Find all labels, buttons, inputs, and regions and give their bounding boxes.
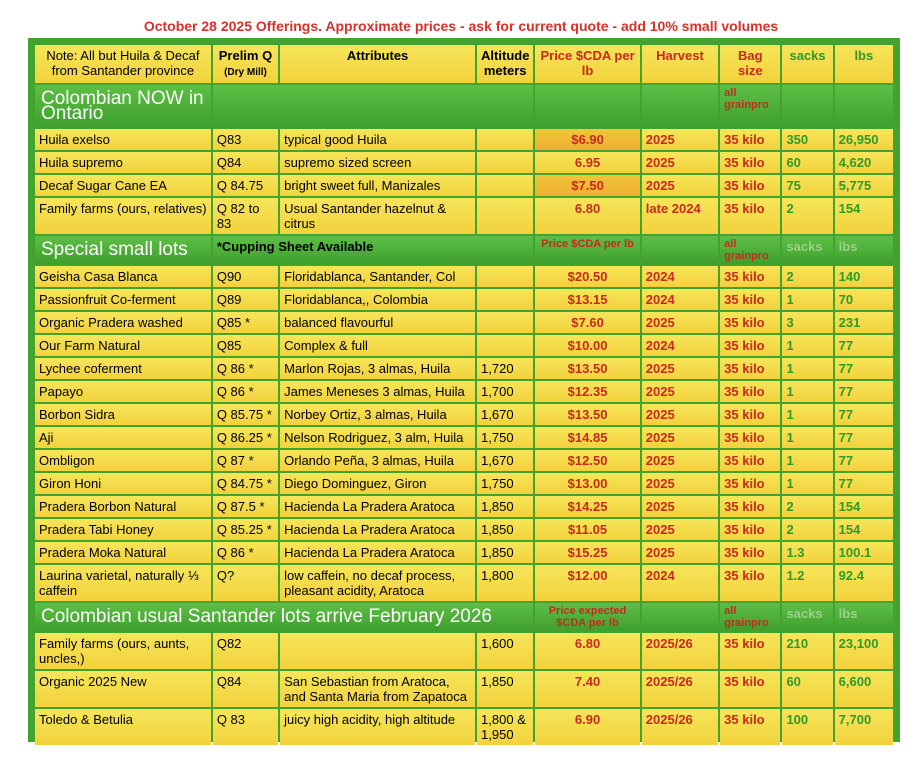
prelim-q-cell: Q82	[213, 633, 278, 669]
table-row	[35, 542, 893, 563]
lbs-cell: 231	[835, 312, 893, 333]
section-price-label: Price $CDA per lb	[535, 236, 639, 264]
lbs-cell: 140	[835, 266, 893, 287]
harvest-cell: 2025	[642, 542, 718, 563]
sacks-cell: 2	[782, 496, 832, 517]
price-cell: $13.50	[535, 358, 639, 379]
note-header: Note: All but Huila & Decaf from Santander province	[35, 45, 211, 83]
altitude-cell	[477, 266, 533, 287]
attributes-cell: James Meneses 3 almas, Huila	[280, 381, 475, 402]
attributes-cell	[280, 633, 475, 669]
altitude-cell	[477, 335, 533, 356]
prelim-q-label: Prelim Q	[218, 48, 273, 63]
price-cell: $13.00	[535, 473, 639, 494]
sacks-cell: 1.3	[782, 542, 832, 563]
sacks-cell: 1.2	[782, 565, 832, 601]
altitude-cell: 1,700	[477, 381, 533, 402]
altitude-cell: 1,750	[477, 473, 533, 494]
price-cell: $11.05	[535, 519, 639, 540]
prelim-q-cell: Q84	[213, 671, 278, 707]
sacks-cell: 1	[782, 381, 832, 402]
prelim-q-cell: Q90	[213, 266, 278, 287]
section-header-row	[35, 236, 893, 264]
bag-size-cell: 35 kilo	[720, 450, 780, 471]
bag-size-cell: 35 kilo	[720, 358, 780, 379]
attributes-cell: balanced flavourful	[280, 312, 475, 333]
lbs-cell: 77	[835, 404, 893, 425]
section-harvest-label	[642, 85, 718, 127]
bag-size-cell: 35 kilo	[720, 519, 780, 540]
price-cell: $10.00	[535, 335, 639, 356]
sacks-cell: 1	[782, 358, 832, 379]
sacks-cell: 1	[782, 473, 832, 494]
prelim-q-header	[213, 45, 278, 83]
harvest-cell: 2025	[642, 152, 718, 173]
lbs-cell: 23,100	[835, 633, 893, 669]
attributes-cell: low caffein, no decaf process, pleasant acidity, Aratoca	[280, 565, 475, 601]
harvest-cell: 2025	[642, 473, 718, 494]
sacks-cell: 2	[782, 266, 832, 287]
table-row	[35, 450, 893, 471]
bag-size-cell: 35 kilo	[720, 266, 780, 287]
table-row	[35, 358, 893, 379]
table-row	[35, 152, 893, 173]
altitude-cell	[477, 152, 533, 173]
table-row	[35, 496, 893, 517]
prelim-q-cell: Q85	[213, 335, 278, 356]
bag-size-cell: 35 kilo	[720, 381, 780, 402]
bag-size-cell: 35 kilo	[720, 289, 780, 310]
lbs-cell: 7,700	[835, 709, 893, 745]
harvest-cell: 2025	[642, 312, 718, 333]
altitude-cell: 1,850	[477, 671, 533, 707]
lbs-cell: 154	[835, 198, 893, 234]
table-row	[35, 519, 893, 540]
harvest-cell: 2025	[642, 519, 718, 540]
section-sacks-label: sacks	[782, 603, 832, 631]
section-price-label: Price expected $CDA per lb	[535, 603, 639, 631]
price-cell: $7.60	[535, 312, 639, 333]
coffee-name-cell: Pradera Borbon Natural	[35, 496, 211, 517]
section-bag-label: all grainpro	[720, 603, 780, 631]
offerings-table	[33, 43, 895, 747]
sacks-cell: 60	[782, 671, 832, 707]
sacks-cell: 100	[782, 709, 832, 745]
sacks-cell: 1	[782, 289, 832, 310]
coffee-name-cell: Laurina varietal, naturally ⅓ caffein	[35, 565, 211, 601]
table-row	[35, 335, 893, 356]
section-header-row	[35, 85, 893, 127]
lbs-cell: 4,620	[835, 152, 893, 173]
table-row	[35, 473, 893, 494]
altitude-cell	[477, 198, 533, 234]
sacks-cell: 75	[782, 175, 832, 196]
coffee-name-cell: Pradera Moka Natural	[35, 542, 211, 563]
sacks-cell: 1	[782, 335, 832, 356]
sacks-cell: 2	[782, 519, 832, 540]
bag-size-cell: 35 kilo	[720, 473, 780, 494]
table-row	[35, 175, 893, 196]
altitude-cell: 1,850	[477, 519, 533, 540]
coffee-name-cell: Giron Honi	[35, 473, 211, 494]
prelim-q-cell: Q 85.75 *	[213, 404, 278, 425]
section-subtitle	[213, 85, 533, 127]
lbs-cell: 77	[835, 450, 893, 471]
attributes-cell: Floridablanca, Santander, Col	[280, 266, 475, 287]
harvest-cell: 2024	[642, 289, 718, 310]
lbs-cell: 92.4	[835, 565, 893, 601]
bag-size-cell: 35 kilo	[720, 404, 780, 425]
bag-size-cell: 35 kilo	[720, 496, 780, 517]
prelim-q-cell: Q85 *	[213, 312, 278, 333]
lbs-cell: 6,600	[835, 671, 893, 707]
altitude-cell	[477, 312, 533, 333]
table-row	[35, 266, 893, 287]
attributes-cell: juicy high acidity, high altitude	[280, 709, 475, 745]
section-lbs-label: lbs	[835, 236, 893, 264]
price-cell: 6.80	[535, 633, 639, 669]
section-title: Special small lots	[35, 236, 211, 264]
price-cell: 6.80	[535, 198, 639, 234]
section-harvest-label	[642, 603, 718, 631]
bag-size-cell: 35 kilo	[720, 427, 780, 448]
harvest-cell: late 2024	[642, 198, 718, 234]
attributes-cell: supremo sized screen	[280, 152, 475, 173]
altitude-header: Altitude meters	[477, 45, 533, 83]
attributes-cell: typical good Huila	[280, 129, 475, 150]
coffee-name-cell: Borbon Sidra	[35, 404, 211, 425]
prelim-q-cell: Q 86 *	[213, 542, 278, 563]
coffee-name-cell: Huila exelso	[35, 129, 211, 150]
harvest-cell: 2025	[642, 427, 718, 448]
coffee-name-cell: Family farms (ours, relatives)	[35, 198, 211, 234]
table-row	[35, 565, 893, 601]
section-lbs-label: lbs	[835, 603, 893, 631]
altitude-cell: 1,800	[477, 565, 533, 601]
sacks-cell: 1	[782, 450, 832, 471]
lbs-cell: 77	[835, 381, 893, 402]
altitude-cell: 1,800 & 1,950	[477, 709, 533, 745]
table-row	[35, 427, 893, 448]
section-harvest-label	[642, 236, 718, 264]
price-cell: $6.90	[535, 129, 639, 150]
section-title: Colombian usual Santander lots arrive February 2026	[35, 603, 533, 631]
price-header: Price $CDA per lb	[535, 45, 639, 83]
lbs-cell: 154	[835, 496, 893, 517]
table-row	[35, 312, 893, 333]
sacks-header: sacks	[782, 45, 832, 83]
coffee-name-cell: Toledo & Betulia	[35, 709, 211, 745]
sacks-cell: 1	[782, 427, 832, 448]
table-row	[35, 289, 893, 310]
price-cell: $14.25	[535, 496, 639, 517]
prelim-q-cell: Q83	[213, 129, 278, 150]
coffee-name-cell: Huila supremo	[35, 152, 211, 173]
prelim-q-cell: Q?	[213, 565, 278, 601]
section-lbs-label	[835, 85, 893, 127]
prelim-q-cell: Q 86 *	[213, 358, 278, 379]
coffee-name-cell: Organic 2025 New	[35, 671, 211, 707]
attributes-cell: Complex & full	[280, 335, 475, 356]
bag-size-cell: 35 kilo	[720, 198, 780, 234]
price-cell: $12.00	[535, 565, 639, 601]
price-cell: $13.50	[535, 404, 639, 425]
bag-size-cell: 35 kilo	[720, 152, 780, 173]
sacks-cell: 350	[782, 129, 832, 150]
price-cell: $7.50	[535, 175, 639, 196]
price-cell: $13.15	[535, 289, 639, 310]
altitude-cell	[477, 289, 533, 310]
price-cell: $12.50	[535, 450, 639, 471]
table-row	[35, 671, 893, 707]
altitude-cell: 1,720	[477, 358, 533, 379]
bag-size-cell: 35 kilo	[720, 671, 780, 707]
bag-size-cell: 35 kilo	[720, 175, 780, 196]
coffee-name-cell: Papayo	[35, 381, 211, 402]
lbs-cell: 154	[835, 519, 893, 540]
price-cell: $12.35	[535, 381, 639, 402]
section-header-row	[35, 603, 893, 631]
attributes-cell: Hacienda La Pradera Aratoca	[280, 496, 475, 517]
price-cell: 7.40	[535, 671, 639, 707]
table-row	[35, 129, 893, 150]
attributes-cell: Hacienda La Pradera Aratoca	[280, 519, 475, 540]
harvest-cell: 2025	[642, 450, 718, 471]
attributes-cell: Orlando Peña, 3 almas, Huila	[280, 450, 475, 471]
coffee-name-cell: Family farms (ours, aunts, uncles,)	[35, 633, 211, 669]
bag-size-cell: 35 kilo	[720, 312, 780, 333]
harvest-cell: 2025	[642, 381, 718, 402]
altitude-cell: 1,850	[477, 542, 533, 563]
prelim-q-cell: Q 84.75 *	[213, 473, 278, 494]
harvest-cell: 2025	[642, 129, 718, 150]
altitude-cell: 1,850	[477, 496, 533, 517]
attributes-header: Attributes	[280, 45, 475, 83]
harvest-cell: 2025/26	[642, 633, 718, 669]
section-title: Colombian NOW in Ontario	[35, 85, 211, 127]
prelim-q-cell: Q 84.75	[213, 175, 278, 196]
bag-size-cell: 35 kilo	[720, 335, 780, 356]
page-title: October 28 2025 Offerings. Approximate prices - ask for current quote - add 10% small volumes	[143, 18, 779, 34]
section-price-label	[535, 85, 639, 127]
bag-size-cell: 35 kilo	[720, 633, 780, 669]
lbs-cell: 77	[835, 335, 893, 356]
coffee-name-cell: Decaf Sugar Cane EA	[35, 175, 211, 196]
coffee-name-cell: Lychee coferment	[35, 358, 211, 379]
sacks-cell: 60	[782, 152, 832, 173]
attributes-cell: Marlon Rojas, 3 almas, Huila	[280, 358, 475, 379]
harvest-cell: 2025	[642, 175, 718, 196]
section-bag-label: all grainpro	[720, 85, 780, 127]
altitude-cell	[477, 129, 533, 150]
bag-size-cell: 35 kilo	[720, 542, 780, 563]
prelim-q-cell: Q 86.25 *	[213, 427, 278, 448]
price-cell: 6.95	[535, 152, 639, 173]
attributes-cell: Norbey Ortiz, 3 almas, Huila	[280, 404, 475, 425]
attributes-cell: San Sebastian from Aratoca, and Santa Maria from Zapatoca	[280, 671, 475, 707]
price-cell: $20.50	[535, 266, 639, 287]
prelim-q-cell: Q 82 to 83	[213, 198, 278, 234]
altitude-cell: 1,670	[477, 404, 533, 425]
section-bag-label: all grainpro	[720, 236, 780, 264]
coffee-name-cell: Passionfruit Co-ferment	[35, 289, 211, 310]
lbs-cell: 77	[835, 473, 893, 494]
coffee-name-cell: Pradera Tabi Honey	[35, 519, 211, 540]
lbs-cell: 77	[835, 427, 893, 448]
prelim-q-cell: Q89	[213, 289, 278, 310]
prelim-q-cell: Q 87 *	[213, 450, 278, 471]
section-subtitle: *Cupping Sheet Available	[213, 236, 533, 264]
sacks-cell: 210	[782, 633, 832, 669]
harvest-cell: 2025	[642, 358, 718, 379]
altitude-cell: 1,750	[477, 427, 533, 448]
offerings-table-frame	[28, 38, 900, 742]
harvest-cell: 2024	[642, 335, 718, 356]
prelim-q-sublabel: (Dry Mill)	[224, 67, 267, 78]
harvest-cell: 2024	[642, 565, 718, 601]
sacks-cell: 3	[782, 312, 832, 333]
table-row	[35, 381, 893, 402]
table-row	[35, 709, 893, 745]
harvest-cell: 2025/26	[642, 709, 718, 745]
prelim-q-cell: Q84	[213, 152, 278, 173]
coffee-name-cell: Our Farm Natural	[35, 335, 211, 356]
table-row	[35, 633, 893, 669]
coffee-name-cell: Aji	[35, 427, 211, 448]
prelim-q-cell: Q 83	[213, 709, 278, 745]
lbs-cell: 77	[835, 358, 893, 379]
lbs-header: lbs	[835, 45, 893, 83]
prelim-q-cell: Q 86 *	[213, 381, 278, 402]
bag-size-cell: 35 kilo	[720, 565, 780, 601]
altitude-cell: 1,670	[477, 450, 533, 471]
price-cell: $15.25	[535, 542, 639, 563]
header-row	[35, 45, 893, 83]
bag-size-cell: 35 kilo	[720, 709, 780, 745]
coffee-name-cell: Geisha Casa Blanca	[35, 266, 211, 287]
attributes-cell: Nelson Rodriguez, 3 alm, Huila	[280, 427, 475, 448]
price-cell: $14.85	[535, 427, 639, 448]
attributes-cell: bright sweet full, Manizales	[280, 175, 475, 196]
table-row	[35, 404, 893, 425]
harvest-cell: 2025/26	[642, 671, 718, 707]
prelim-q-cell: Q 87.5 *	[213, 496, 278, 517]
altitude-cell: 1,600	[477, 633, 533, 669]
sacks-cell: 1	[782, 404, 832, 425]
harvest-cell: 2025	[642, 496, 718, 517]
price-cell: 6.90	[535, 709, 639, 745]
lbs-cell: 70	[835, 289, 893, 310]
attributes-cell: Hacienda La Pradera Aratoca	[280, 542, 475, 563]
bag-size-cell: 35 kilo	[720, 129, 780, 150]
attributes-cell: Floridablanca,, Colombia	[280, 289, 475, 310]
attributes-cell: Usual Santander hazelnut & citrus	[280, 198, 475, 234]
lbs-cell: 26,950	[835, 129, 893, 150]
sacks-cell: 2	[782, 198, 832, 234]
harvest-cell: 2024	[642, 266, 718, 287]
bag-size-header: Bag size	[720, 45, 780, 83]
harvest-cell: 2025	[642, 404, 718, 425]
coffee-name-cell: Ombligon	[35, 450, 211, 471]
table-row	[35, 198, 893, 234]
section-sacks-label	[782, 85, 832, 127]
altitude-cell	[477, 175, 533, 196]
lbs-cell: 100.1	[835, 542, 893, 563]
harvest-header: Harvest	[642, 45, 718, 83]
prelim-q-cell: Q 85.25 *	[213, 519, 278, 540]
lbs-cell: 5,775	[835, 175, 893, 196]
coffee-name-cell: Organic Pradera washed	[35, 312, 211, 333]
attributes-cell: Diego Dominguez, Giron	[280, 473, 475, 494]
section-sacks-label: sacks	[782, 236, 832, 264]
